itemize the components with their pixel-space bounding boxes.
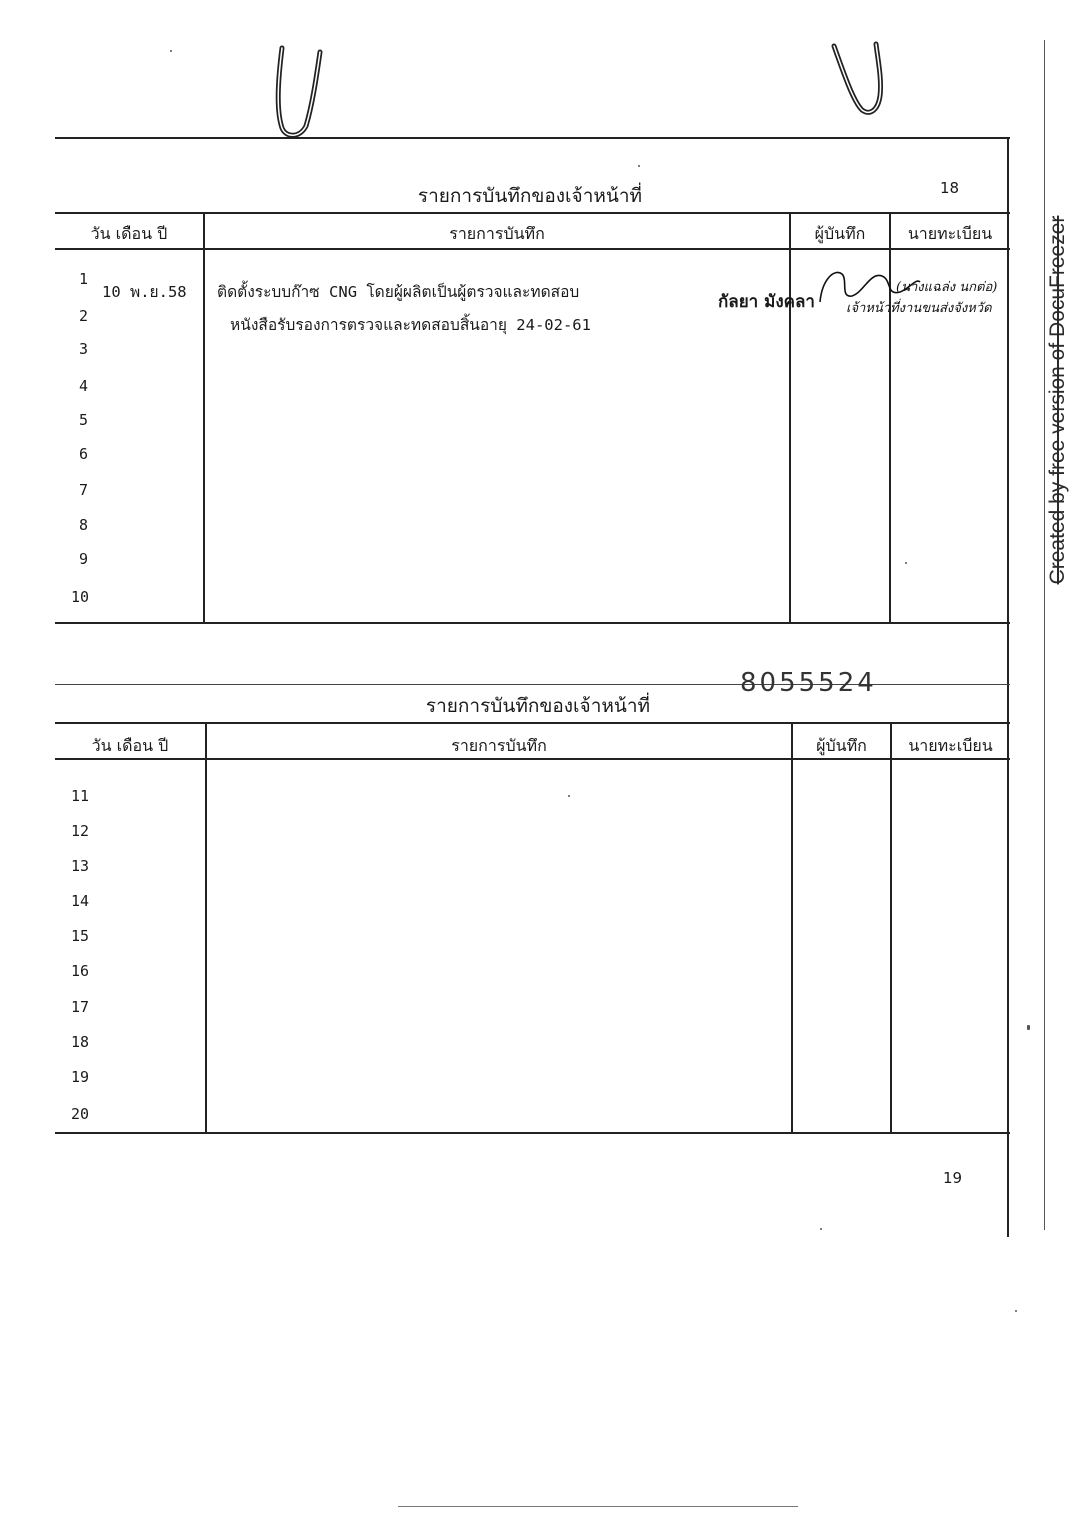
registrar-signature-line-1: (นางแฉล่ง นกต่อ) <box>896 280 998 295</box>
lower-table-top-border <box>55 722 1010 724</box>
row-number: 7 <box>79 481 89 499</box>
entry-date: 10 พ.ย.58 <box>102 283 187 301</box>
lower-form-title: รายการบันทึกของเจ้าหน้าที่ <box>425 695 651 717</box>
lower-col-divider-3 <box>890 722 892 1133</box>
lower-col-divider-1 <box>205 722 207 1133</box>
lower-col-date-header: วัน เดือน ปี <box>91 736 169 755</box>
lower-table-bottom-border <box>55 1132 1010 1134</box>
upper-col-entry-header: รายการบันทึก <box>449 224 545 243</box>
paper-clip-right-icon <box>828 40 888 120</box>
row-number: 16 <box>71 962 90 980</box>
lower-col-recorder-header: ผู้บันทึก <box>816 736 867 755</box>
upper-col-divider-1 <box>203 212 205 623</box>
row-number: 12 <box>71 822 90 840</box>
scan-speck <box>905 562 907 564</box>
row-number: 2 <box>79 307 89 325</box>
entry-text-line-1: ติดตั้งระบบก๊าซ CNG โดยผู้ผลิตเป็นผู้ตรวจและทดสอบ <box>217 283 580 301</box>
upper-header-bottom-border <box>55 248 1010 250</box>
lower-col-registrar-header: นายทะเบียน <box>908 736 993 755</box>
paper-clip-left-icon <box>268 40 328 140</box>
registrar-signature-line-2: เจ้าหน้าที่งานขนส่งจังหวัด <box>846 301 992 316</box>
scan-edge-top <box>55 137 1010 139</box>
lower-col-divider-2 <box>791 722 793 1133</box>
scan-edge-bottom <box>398 1506 798 1507</box>
upper-page-number: 18 <box>940 179 960 197</box>
upper-form-title: รายการบันทึกของเจ้าหน้าที่ <box>417 185 643 207</box>
row-number: 3 <box>79 340 89 358</box>
row-number: 8 <box>79 516 89 534</box>
row-number: 1 <box>79 270 89 288</box>
row-number: 4 <box>79 377 89 395</box>
scan-speck <box>1027 1025 1030 1030</box>
row-number: 5 <box>79 411 89 429</box>
row-number: 14 <box>71 892 90 910</box>
row-number: 11 <box>71 787 90 805</box>
row-number: 6 <box>79 445 89 463</box>
scan-edge-right <box>1007 137 1009 1237</box>
upper-table-top-border <box>55 212 1010 214</box>
scan-speck <box>1015 1310 1017 1312</box>
row-number: 19 <box>71 1068 90 1086</box>
upper-col-recorder-header: ผู้บันทึก <box>814 224 866 243</box>
row-number: 10 <box>71 588 90 606</box>
row-number: 20 <box>71 1105 90 1123</box>
lower-page-number: 19 <box>943 1169 963 1187</box>
scan-edge-far-right <box>1044 40 1045 1230</box>
row-number: 17 <box>71 998 90 1016</box>
scan-speck <box>820 1228 822 1230</box>
entry-text-line-2: หนังสือรับรองการตรวจและทดสอบสิ้นอายุ 24-02-61 <box>230 316 591 334</box>
row-number: 18 <box>71 1033 90 1051</box>
scan-speck <box>568 795 570 797</box>
row-number: 9 <box>79 550 89 568</box>
docufreezer-watermark: Created by free version of DocuFreezer <box>1046 215 1069 585</box>
row-number: 15 <box>71 927 90 945</box>
upper-col-registrar-header: นายทะเบียน <box>907 224 993 243</box>
upper-col-divider-2 <box>789 212 791 623</box>
signature-scribble-icon <box>812 262 922 310</box>
upper-table-bottom-border <box>55 622 1010 624</box>
scan-speck <box>170 50 172 52</box>
row-number: 13 <box>71 857 90 875</box>
scan-speck <box>638 165 640 167</box>
lower-col-entry-header: รายการบันทึก <box>451 736 547 755</box>
recorder-name-stamp: กัลยา มังคลา <box>718 292 815 312</box>
faded-document-number: 8055524 <box>740 668 877 698</box>
upper-col-date-header: วัน เดือน ปี <box>90 224 168 243</box>
